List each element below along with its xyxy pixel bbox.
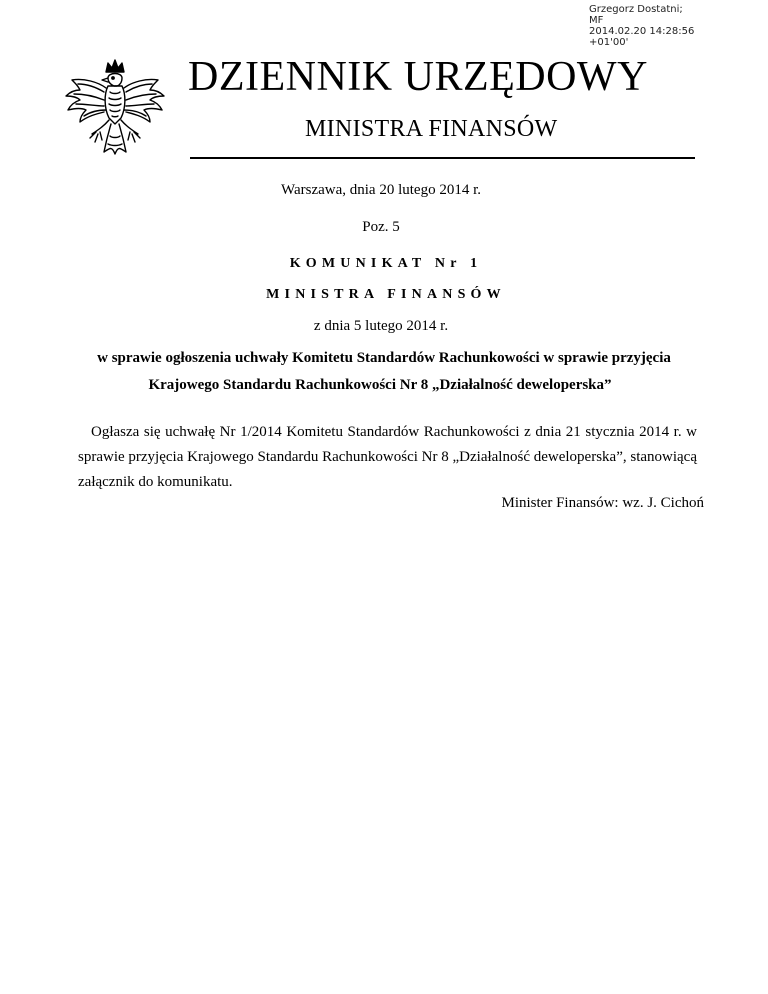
document-issuer: MINISTRA FINANSÓW [266, 287, 506, 302]
digital-signature-block [589, 4, 694, 48]
journal-title: DZIENNIK URZĘDOWY [188, 54, 648, 100]
signature-line: MF [589, 15, 604, 26]
signature-line: +01'00' [589, 37, 629, 48]
issue-date: z dnia 5 lutego 2014 r. [313, 318, 449, 334]
document-heading: KOMUNIKAT Nr 1 [289, 256, 483, 271]
signer-line: Minister Finansów: wz. J. Cichoń [501, 495, 704, 511]
subject-line: w sprawie ogłoszenia uchwały Komitetu Standardów Rachunkowości w sprawie przyjęcia [97, 350, 671, 366]
journal-subtitle: MINISTRA FINANSÓW [305, 116, 558, 142]
signature-line: Grzegorz Dostatni; [589, 4, 683, 15]
body-paragraph [78, 420, 697, 495]
header-divider [190, 157, 695, 159]
polish-eagle-emblem-icon [62, 56, 168, 160]
place-date: Warszawa, dnia 20 lutego 2014 r. [281, 182, 481, 198]
signature-line: 2014.02.20 14:28:56 [589, 26, 695, 37]
body-text: Ogłasza się uchwałę Nr 1/2014 Komitetu Standardów Rachunkowości z dnia 21 stycznia 2014 r. w sprawie przyjęcia Krajowego Standardu Rachunkowości Nr 8 „Działalność deweloperska”, stanowiącą załącznik do komunikatu. [78, 424, 697, 490]
position-number: Poz. 5 [362, 219, 400, 235]
subject-line: Krajowego Standardu Rachunkowości Nr 8 „Działalność deweloperska” [148, 377, 612, 393]
